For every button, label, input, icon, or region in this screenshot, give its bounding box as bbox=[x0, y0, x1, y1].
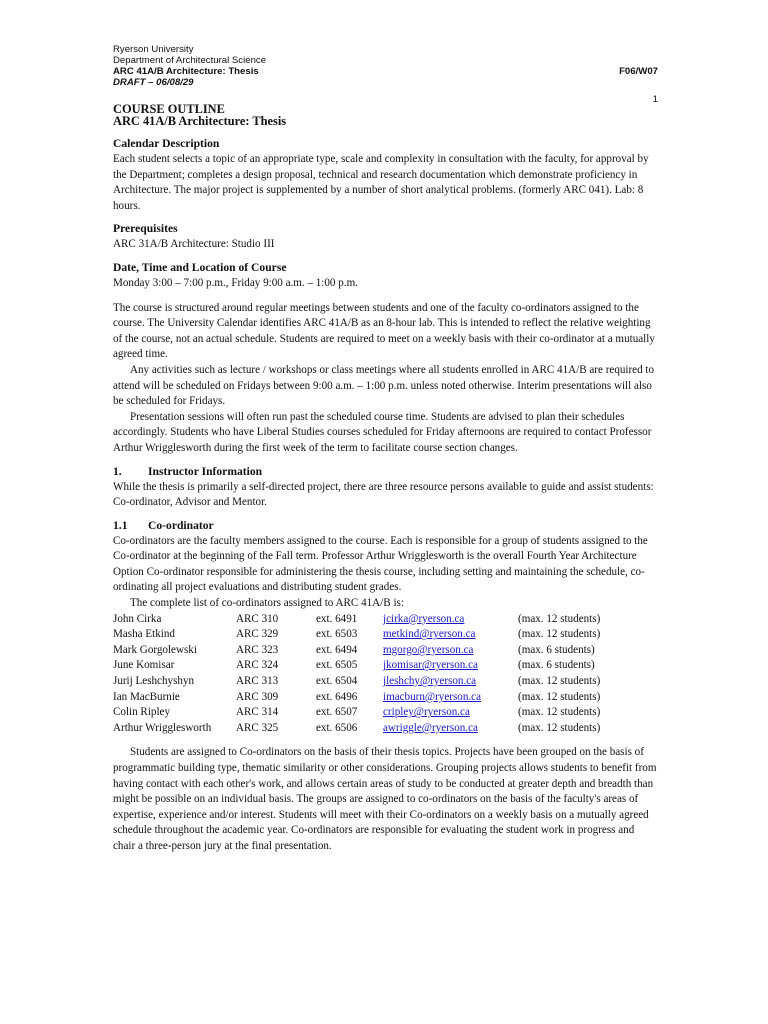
coordinator-capacity: (max. 12 students) bbox=[518, 721, 601, 734]
coordinator-email-link-cell bbox=[383, 705, 518, 721]
coordinator-extension-cell bbox=[316, 658, 383, 674]
coordinator-extension: ext. 6494 bbox=[316, 643, 358, 656]
coordinator-email-link[interactable]: jcirka@ryerson.ca bbox=[383, 612, 465, 625]
coordinator-name-cell bbox=[113, 658, 236, 674]
coordinator-name: Colin Ripley bbox=[113, 706, 171, 719]
instructor-heading bbox=[113, 465, 658, 479]
prerequisites-text: ARC 31A/B Architecture: Studio III bbox=[113, 238, 275, 251]
coordinator-name: Jurij Leshchyshyn bbox=[113, 675, 195, 688]
coordinator-name: Mark Gorgolewski bbox=[113, 643, 197, 656]
coordinator-extension: ext. 6506 bbox=[316, 721, 358, 734]
coordinator-room-cell bbox=[236, 674, 316, 690]
coordinator-capacity-cell bbox=[518, 612, 628, 628]
document-page bbox=[113, 44, 658, 855]
coordinator-row bbox=[113, 612, 628, 628]
course-outline-title: COURSE OUTLINE bbox=[113, 102, 225, 116]
datetime-text: Monday 3:00 – 7:00 p.m., Friday 9:00 a.m. – 1:00 p.m. bbox=[113, 276, 358, 289]
coordinator-capacity-cell bbox=[518, 674, 628, 690]
coordinator-capacity-cell bbox=[518, 690, 628, 706]
coordinator-email-link[interactable]: jleshchy@ryerson.ca bbox=[383, 675, 477, 688]
coordinator-capacity-cell bbox=[518, 705, 628, 721]
coordinator-email-link[interactable]: metkind@ryerson.ca bbox=[383, 628, 476, 641]
calendar-heading: Calendar Description bbox=[113, 137, 220, 150]
coordinator-extension: ext. 6507 bbox=[316, 706, 358, 719]
coordinator-list-intro: The complete list of co-ordinators assigned to ARC 41A/B is: bbox=[130, 597, 404, 610]
coordinator-email-link-cell bbox=[383, 627, 518, 643]
coordinator-row bbox=[113, 721, 628, 737]
coordinator-room-cell bbox=[236, 643, 316, 659]
header-department: Department of Architectural Science bbox=[113, 55, 267, 66]
datetime-heading: Date, Time and Location of Course bbox=[113, 260, 287, 274]
coordinator-row bbox=[113, 643, 628, 659]
coordinator-email-link-cell bbox=[383, 643, 518, 659]
coordinator-extension: ext. 6496 bbox=[316, 690, 358, 703]
coordinator-room-cell bbox=[236, 612, 316, 628]
coordinator-extension-cell bbox=[316, 627, 383, 643]
coordinator-email-link-cell bbox=[383, 658, 518, 674]
coordinator-capacity-cell bbox=[518, 658, 628, 674]
coordinator-extension-cell bbox=[316, 674, 383, 690]
coordinator-capacity: (max. 6 students) bbox=[518, 659, 595, 672]
coordinator-room-cell bbox=[236, 705, 316, 721]
coordinator-room: ARC 314 bbox=[236, 706, 279, 719]
coordinator-name-cell bbox=[113, 612, 236, 628]
coordinator-room-cell bbox=[236, 658, 316, 674]
coordinator-room: ARC 323 bbox=[236, 643, 279, 656]
coordinator-name: Masha Etkind bbox=[113, 628, 175, 641]
coordinator-extension: ext. 6505 bbox=[316, 659, 358, 672]
coordinator-room-cell bbox=[236, 627, 316, 643]
coordinator-capacity-cell bbox=[518, 643, 628, 659]
coordinator-email-link[interactable]: awriggle@ryerson.ca bbox=[383, 721, 478, 734]
coordinator-name: June Komisar bbox=[113, 659, 175, 672]
coordinator-email-link-cell bbox=[383, 612, 518, 628]
coordinator-row bbox=[113, 658, 628, 674]
coordinator-room: ARC 329 bbox=[236, 628, 279, 641]
coordinator-row bbox=[113, 627, 628, 643]
coordinator-room: ARC 324 bbox=[236, 659, 279, 672]
activities-paragraph: Any activities such as lecture / workshops or class meetings where all students enrolled in ARC 41A/B are required to attend will be scheduled on Fridays between 9:00 a.m. – 1:00 p.m. unless noted otherwise. Interim presentations will also be scheduled for Fridays. bbox=[113, 363, 655, 408]
coordinator-capacity: (max. 6 students) bbox=[518, 643, 595, 656]
coordinator-capacity-cell bbox=[518, 721, 628, 737]
coordinator-name-cell bbox=[113, 674, 236, 690]
instructor-text: While the thesis is primarily a self-directed project, there are three resource persons available to guide and assist students: Co-ordinator, Advisor and Mentor. bbox=[113, 480, 654, 509]
coordinator-extension: ext. 6503 bbox=[316, 628, 358, 641]
coordinator-capacity: (max. 12 students) bbox=[518, 628, 601, 641]
coordinator-email-link[interactable]: cripley@ryerson.ca bbox=[383, 706, 470, 719]
header-course-code: ARC 41A/B Architecture: Thesis bbox=[113, 66, 259, 77]
coordinator-row bbox=[113, 705, 628, 721]
coordinator-email-link[interactable]: imacburn@ryerson.ca bbox=[383, 690, 482, 703]
coordinator-extension-cell bbox=[316, 643, 383, 659]
coordinator-number: 1.1 bbox=[113, 518, 128, 532]
coordinator-extension: ext. 6504 bbox=[316, 675, 358, 688]
coordinator-table bbox=[113, 612, 628, 737]
assignment-paragraph: Students are assigned to Co-ordinators on the basis of their thesis topics. Projects have been grouped on the basis of programmatic building type, thematic similarity or other considerations. Grouping projects allows students to benefit from having contact with each other's work, and allows certain areas of study to be conducted at greater depth and breadth than might be possible on an individual basis. The groups are assigned to co-ordinators on the basis of the faculty's areas of expertise, experience and/or interest. Students will meet with their Co-ordinators on a weekly basis on a mutually agreed schedule throughout the academic year. Co-ordinators are responsible for evaluating the student work in progress and chair a three-person jury at the final presentation. bbox=[113, 746, 657, 852]
header-course-row bbox=[113, 66, 658, 77]
coordinator-extension-cell bbox=[316, 721, 383, 737]
coordinator-extension-cell bbox=[316, 705, 383, 721]
coordinator-email-link-cell bbox=[383, 721, 518, 737]
coordinator-email-link-cell bbox=[383, 674, 518, 690]
coordinator-name-cell bbox=[113, 721, 236, 737]
presentation-paragraph: Presentation sessions will often run past the scheduled course time. Students are advised to plan their schedules accordingly. Students who have Liberal Studies courses scheduled for Friday afternoons are required to contact Professor Arthur Wrigglesworth during the first week of the term to facilitate course section changes. bbox=[113, 410, 652, 454]
coordinator-email-link[interactable]: mgorgo@ryerson.ca bbox=[383, 643, 474, 656]
coordinator-room-cell bbox=[236, 690, 316, 706]
coordinator-heading bbox=[113, 519, 658, 533]
coordinator-text: Co-ordinators are the faculty members assigned to the course. Each is responsible for a group of students assigned to the Co-ordinator at the beginning of the Fall term. Professor Arthur Wrigglesworth is the overall Fourth Year Architecture Option Co-ordinator responsible for administering the thesis course, including setting and maintaining the schedule, co-ordinating all project evaluations and distributing student grades. bbox=[113, 534, 648, 594]
coordinator-email-link[interactable]: jkomisar@ryerson.ca bbox=[383, 659, 478, 672]
prerequisites-heading: Prerequisites bbox=[113, 222, 178, 236]
coordinator-name-cell bbox=[113, 705, 236, 721]
coordinator-room-cell bbox=[236, 721, 316, 737]
coordinator-room: ARC 309 bbox=[236, 690, 279, 703]
coordinator-name-cell bbox=[113, 690, 236, 706]
coordinator-room: ARC 325 bbox=[236, 721, 279, 734]
coordinator-row bbox=[113, 674, 628, 690]
coordinator-room: ARC 313 bbox=[236, 675, 279, 688]
instructor-number: 1. bbox=[113, 464, 122, 478]
coordinator-name: John Cirka bbox=[113, 612, 162, 625]
coordinator-extension-cell bbox=[316, 612, 383, 628]
course-name-title: ARC 41A/B Architecture: Thesis bbox=[113, 114, 287, 128]
coordinator-name: Ian MacBurnie bbox=[113, 690, 180, 703]
structure-paragraph: The course is structured around regular meetings between students and one of the faculty co-ordinators assigned to the course. The University Calendar identifies ARC 41A/B as an 8-hour lab. This is intended to reflect the relative weighting of the course, not an actual schedule. Students are required to meet on a weekly basis with their co-ordinator at a mutually agreed time. bbox=[113, 301, 655, 361]
coordinator-capacity-cell bbox=[518, 627, 628, 643]
header-university: Ryerson University bbox=[113, 44, 194, 55]
coordinator-capacity: (max. 12 students) bbox=[518, 612, 601, 625]
header-draft: DRAFT – 06/08/29 bbox=[113, 77, 194, 88]
coordinator-name-cell bbox=[113, 627, 236, 643]
coordinator-row bbox=[113, 690, 628, 706]
header-term: F06/W07 bbox=[619, 66, 658, 77]
coordinator-extension-cell bbox=[316, 690, 383, 706]
coordinator-email-link-cell bbox=[383, 690, 518, 706]
coordinator-room: ARC 310 bbox=[236, 612, 279, 625]
coordinator-extension: ext. 6491 bbox=[316, 612, 358, 625]
coordinator-heading-text: Co-ordinator bbox=[148, 518, 214, 532]
coordinator-capacity: (max. 12 students) bbox=[518, 706, 601, 719]
coordinator-name-cell bbox=[113, 643, 236, 659]
coordinator-name: Arthur Wrigglesworth bbox=[113, 721, 212, 734]
coordinator-capacity: (max. 12 students) bbox=[518, 690, 601, 703]
document-header bbox=[113, 44, 658, 88]
calendar-text: Each student selects a topic of an appropriate type, scale and complexity in consultation with the faculty, for approval by the Department; completes a design proposal, technical and research documentation which demonstrate proficiency in Architecture. The major project is supplemented by a number of short analytical problems. (formerly ARC 041). Lab: 8 hours. bbox=[113, 153, 649, 212]
instructor-heading-text: Instructor Information bbox=[148, 464, 263, 478]
page-number: 1 bbox=[652, 94, 658, 105]
coordinator-capacity: (max. 12 students) bbox=[518, 675, 601, 688]
